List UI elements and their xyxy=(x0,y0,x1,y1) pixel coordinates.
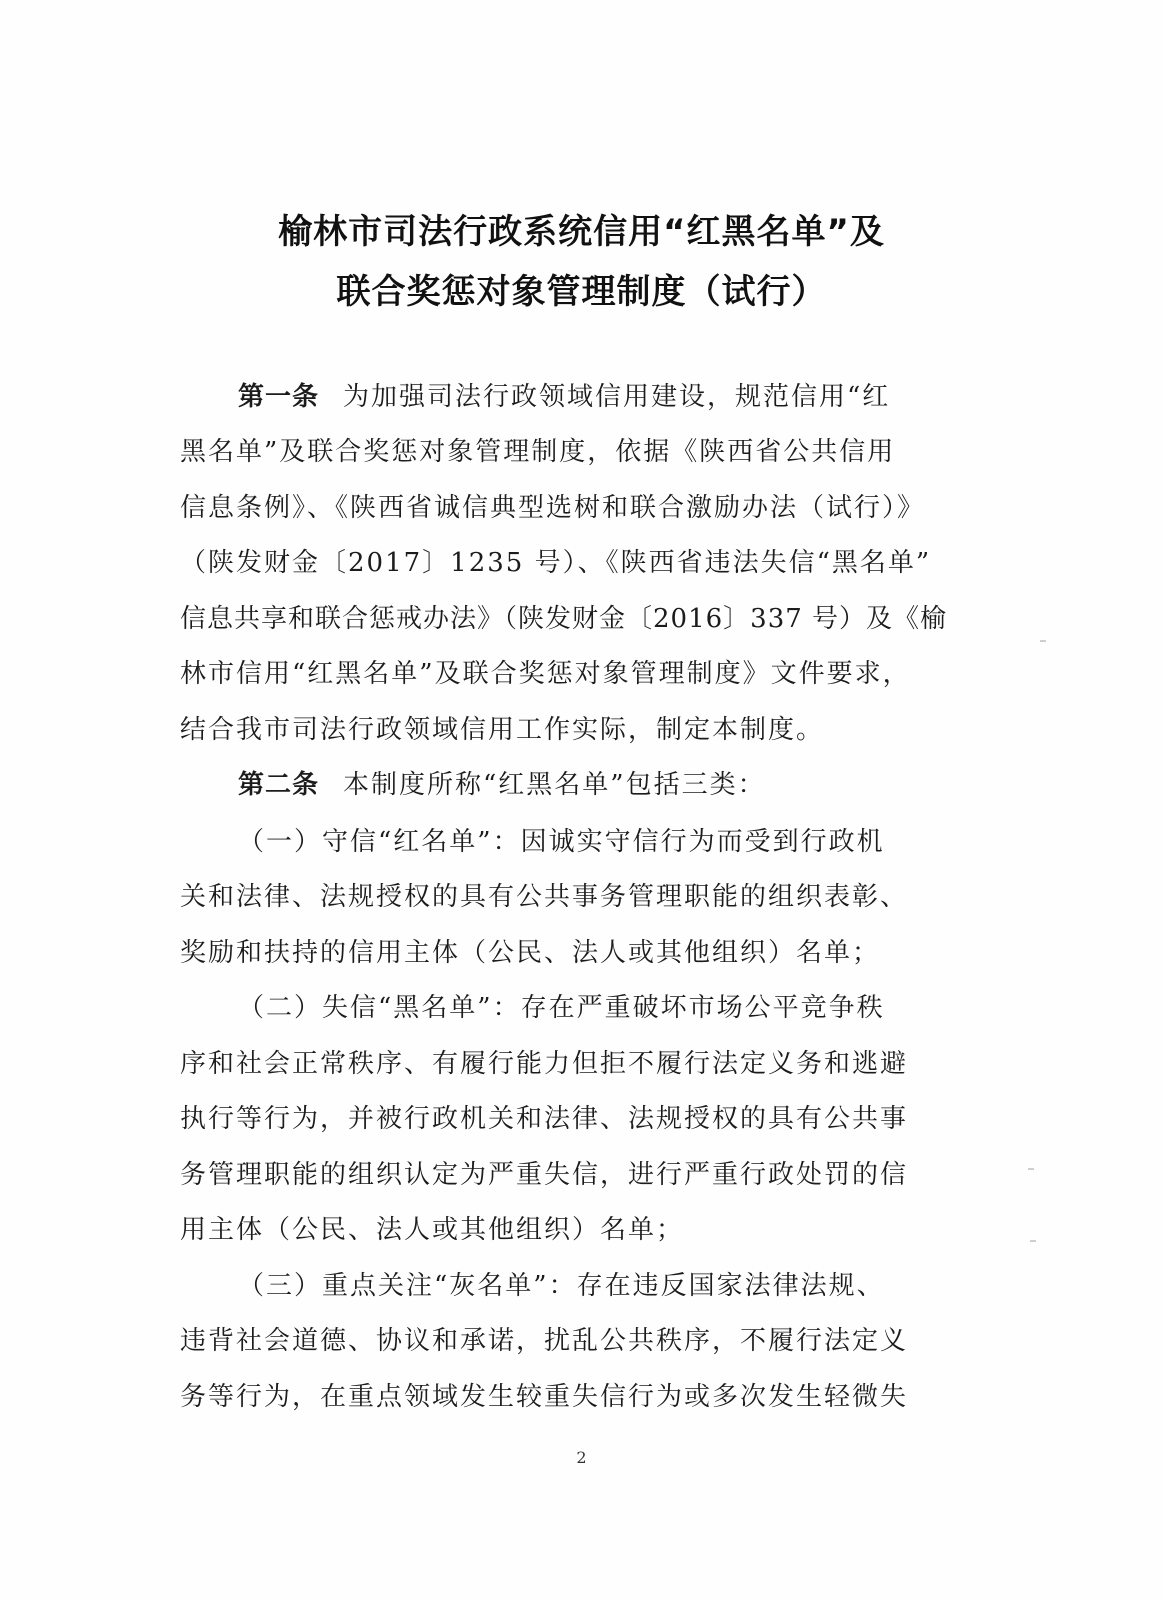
grey-list-line: 务等行为，在重点领域发生较重失信行为或多次发生轻微失 xyxy=(180,1382,909,1412)
scan-speck xyxy=(1030,1240,1036,1242)
grey-list-line: （三）重点关注“灰名单”：存在违反国家法律法规、 xyxy=(238,1271,885,1301)
article-1-line: 信息共享和联合惩戒办法》（陕发财金〔2016〕337 号）及《榆 xyxy=(180,604,948,634)
black-list-line: 用主体（公民、法人或其他组织）名单； xyxy=(180,1215,685,1245)
scan-speck xyxy=(1040,640,1046,642)
article-1-line xyxy=(238,380,890,414)
document-title-line-2: 联合奖惩对象管理制度（试行） xyxy=(336,272,827,312)
article-2-label: 第二条 xyxy=(238,770,320,800)
page-number: 2 xyxy=(576,1448,587,1467)
black-list-line: 务管理职能的组织认定为严重失信，进行严重行政处罚的信 xyxy=(180,1160,909,1190)
grey-list-line: 违背社会道德、协议和承诺，扰乱公共秩序，不履行法定义 xyxy=(180,1326,909,1356)
article-2-line xyxy=(238,768,766,802)
article-2-intro: 本制度所称“红黑名单”包括三类： xyxy=(343,770,766,800)
article-1-line: 黑名单”及联合奖惩对象管理制度，依据《陕西省公共信用 xyxy=(180,437,896,467)
black-list-line: 执行等行为，并被行政机关和法律、法规授权的具有公共事 xyxy=(180,1104,909,1134)
black-list-line: 序和社会正常秩序、有履行能力但拒不履行法定义务和逃避 xyxy=(180,1049,909,1079)
red-list-line: 奖励和扶持的信用主体（公民、法人或其他组织）名单； xyxy=(180,938,881,968)
document-title-line-1: 榆林市司法行政系统信用“红黑名单”及 xyxy=(278,212,885,252)
article-1-line: 信息条例》、《陕西省诚信典型选树和联合激励办法（试行）》 xyxy=(180,493,926,523)
article-1-line: （陕发财金〔2017〕1235 号）、《陕西省违法失信“黑名单” xyxy=(180,548,932,578)
article-1-text: 为加强司法行政领域信用建设，规范信用“红 xyxy=(343,382,891,412)
scan-speck xyxy=(1028,1168,1034,1170)
red-list-line: （一）守信“红名单”：因诚实守信行为而受到行政机 xyxy=(238,827,885,857)
article-1-line: 林市信用“红黑名单”及联合奖惩对象管理制度》文件要求， xyxy=(180,659,911,689)
red-list-line: 关和法律、法规授权的具有公共事务管理职能的组织表彰、 xyxy=(180,882,909,912)
article-1-line: 结合我市司法行政领域信用工作实际，制定本制度。 xyxy=(180,715,825,745)
article-1-label: 第一条 xyxy=(238,382,320,412)
black-list-line: （二）失信“黑名单”：存在严重破坏市场公平竞争秩 xyxy=(238,993,885,1023)
